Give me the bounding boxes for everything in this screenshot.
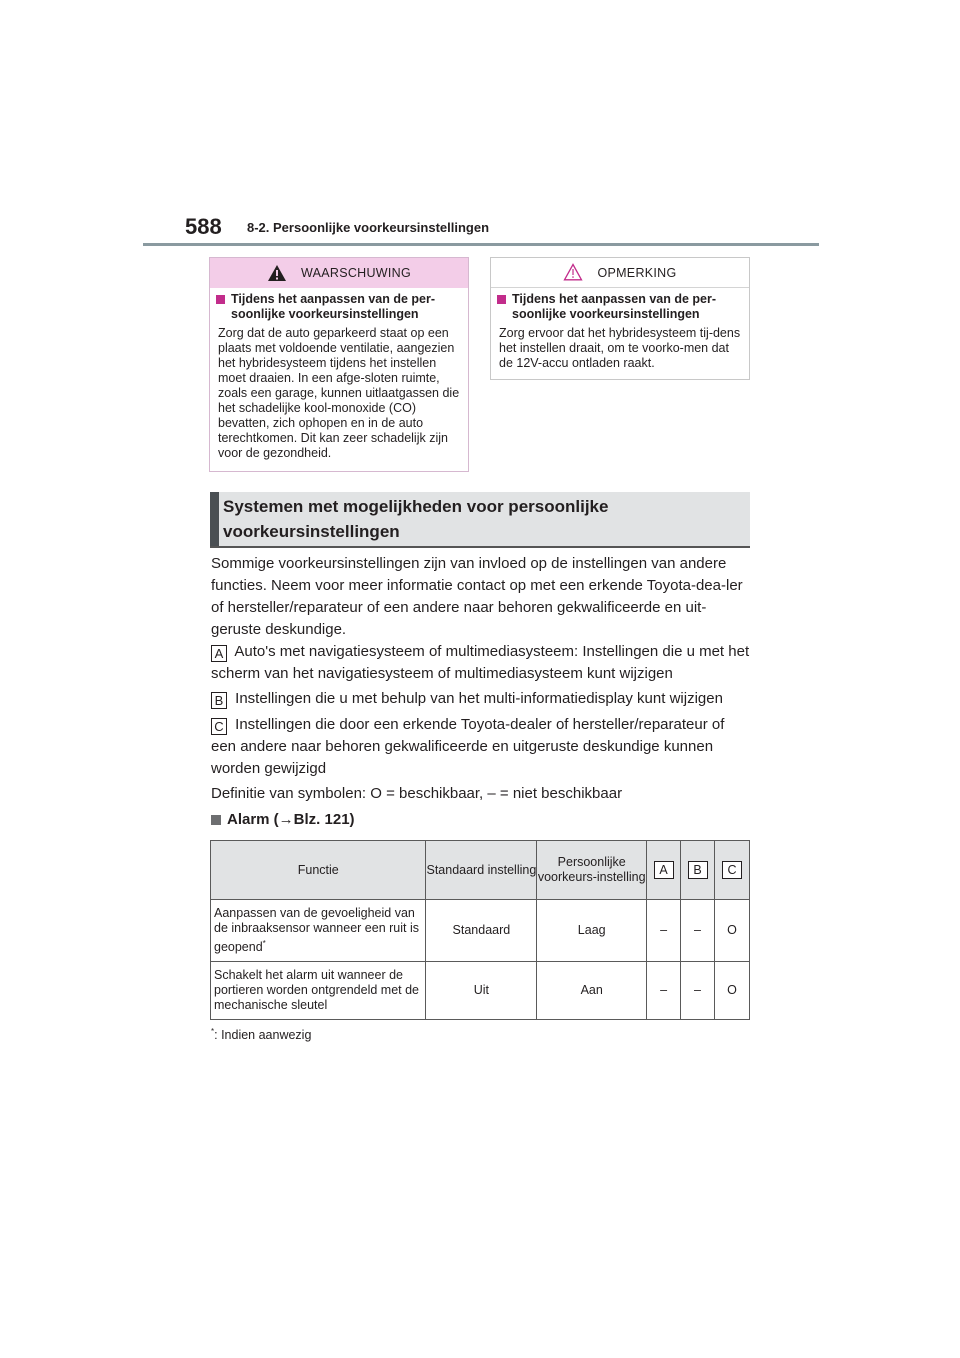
alarm-heading-text: Alarm (→Blz. 121) <box>227 811 355 828</box>
header-function: Functie <box>211 841 426 900</box>
cell-a: – <box>647 900 681 962</box>
footnote <box>211 1027 311 1042</box>
warning-triangle-icon <box>267 264 287 285</box>
item-a <box>211 641 751 685</box>
item-c <box>211 714 751 780</box>
cell-b: – <box>681 900 715 962</box>
header-rule <box>143 243 819 246</box>
section-heading: 8-2. Persoonlijke voorkeursinstellingen <box>247 220 490 235</box>
caution-triangle-icon <box>563 263 583 284</box>
cell-a: – <box>647 962 681 1020</box>
header-custom: Persoonlijke voorkeurs-instelling <box>537 841 647 900</box>
cell-c: O <box>715 900 750 962</box>
alarm-heading <box>211 811 355 828</box>
letter-b-badge: B <box>211 692 227 709</box>
cell-custom: Aan <box>537 962 647 1020</box>
note-box <box>490 257 750 380</box>
header-default: Standaard instelling <box>426 841 537 900</box>
item-a-text: Auto's met navigatiesysteem of multimediasysteem: Instellingen die u met het scherm van het navigatiesysteem of multimediasysteem kunt wijzigen <box>211 643 750 682</box>
header-b <box>681 841 715 900</box>
note-title: OPMERKING <box>597 265 677 280</box>
header-c <box>715 841 750 900</box>
settings-table <box>210 840 750 1020</box>
warning-box <box>209 257 469 472</box>
cell-function <box>211 900 426 962</box>
table-header-row <box>211 841 750 900</box>
item-b-text: Instellingen die u met behulp van het multi-informatiedisplay kunt wijzigen <box>235 690 723 707</box>
table-row <box>211 900 750 962</box>
cell-default: Uit <box>426 962 537 1020</box>
page-number: 588 <box>185 214 222 239</box>
bullet-square-icon <box>216 295 225 304</box>
cell-function: Schakelt het alarm uit wanneer de portieren worden ontgrendeld met de mechanische sleutel <box>211 962 426 1020</box>
section-title: Systemen met mogelijkheden voor persoonlijke voorkeursinstellingen <box>223 497 609 541</box>
cell-custom: Laag <box>537 900 647 962</box>
note-title-bar <box>491 258 749 288</box>
symbol-definition: Definitie van symbolen: O = beschikbaar, – = niet beschikbaar <box>211 785 623 802</box>
section-title-band <box>210 492 750 548</box>
note-body: Zorg ervoor dat het hybridesysteem tij-dens het instellen draait, om te voorko-men dat de 12V-accu ontladen raakt. <box>499 326 741 370</box>
warning-title-bar <box>210 258 468 288</box>
note-subtitle: Tijdens het aanpassen van de per-soonlijke voorkeursinstellingen <box>512 292 717 321</box>
bullet-square-icon <box>497 295 506 304</box>
footnote-text: : Indien aanwezig <box>214 1028 312 1043</box>
header-c-badge: C <box>722 861 742 879</box>
cell-function-text: Aanpassen van de gevoeligheid van de inbraaksensor wanneer een ruit is geopend <box>214 905 419 955</box>
item-c-text: Instellingen die door een erkende Toyota-dealer of hersteller/reparateur of een andere naar behoren gekwalificeerde en uitgeruste deskundige kunnen worden gewijzigd <box>211 716 725 777</box>
header-a <box>647 841 681 900</box>
warning-title: WAARSCHUWING <box>300 266 412 280</box>
header-a-badge: A <box>654 861 674 879</box>
header-b-badge: B <box>688 861 708 879</box>
intro-paragraph: Sommige voorkeursinstellingen zijn van invloed op de instellingen van andere functies. Neem voor meer informatie contact op met een erkende Toyota-dea-ler of hersteller/reparateur of een andere naar behoren gekwalificeerde en uit-geruste deskundige. <box>211 555 743 638</box>
warning-body: Zorg dat de auto geparkeerd staat op een plaats met voldoende ventilatie, aangezien het hybridesysteem tijdens het instellen moet draaien. In een afge-sloten ruimte, zoals een garage, kunnen uitlaatgassen die het schadelijke kool-monoxide (CO) bevatten, zich ophopen en in de auto terechtkomen. Dit kan zeer schadelijk zijn voor de gezondheid. <box>218 326 460 460</box>
heading-square-icon <box>211 815 221 825</box>
letter-a-badge: A <box>211 645 227 662</box>
cell-b: – <box>681 962 715 1020</box>
item-b <box>211 688 751 710</box>
cell-default: Standaard <box>426 900 537 962</box>
warning-subtitle: Tijdens het aanpassen van de per-soonlijke voorkeursinstellingen <box>231 292 436 321</box>
note-subtitle-row <box>491 288 749 322</box>
footnote-mark: * <box>262 938 266 948</box>
footnote-mark: * <box>211 1027 215 1036</box>
cell-c: O <box>715 962 750 1020</box>
section-title-accent <box>210 492 219 546</box>
letter-c-badge: C <box>211 718 227 735</box>
table-row <box>211 962 750 1020</box>
warning-subtitle-row <box>210 288 468 322</box>
